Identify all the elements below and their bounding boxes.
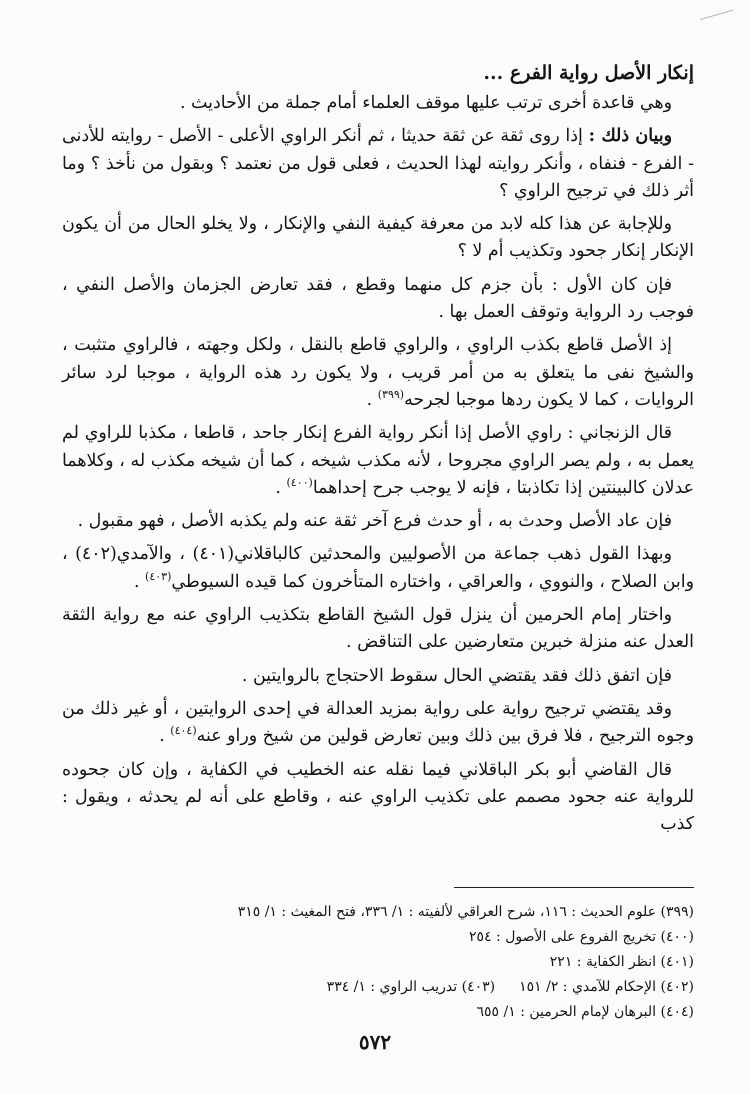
- footnote-row: [62, 900, 694, 925]
- footnote-marker: (٤٠٠): [286, 476, 313, 490]
- paragraph-text: فإن اتفق ذلك فقد يقتضي الحال سقوط الاحتجاج بالروايتين .: [241, 665, 672, 686]
- paragraph-text: إذا روى ثقة عن ثقة حديثا ، ثم أنكر الراوي الأعلى - الأصل - روايته للأدنى - الفرع - فنفاه ، وأنكر روايته لهذا الحديث ، فعلى قول من نعتمد ؟ وبقول من نأخذ ؟ وما أثر ذلك في ترجيح الراوي ؟: [62, 126, 694, 201]
- paragraph: [62, 211, 694, 266]
- footnote-row: [62, 975, 694, 1000]
- footnote: (٤٠٠) تخريج الفروع على الأصول : ٢٥٤: [469, 929, 694, 945]
- footnote: (٤٠١) انظر الكفاية : ٢٢١: [549, 954, 694, 970]
- paragraph-text: وهي قاعدة أخرى ترتب عليها موقف العلماء أمام جملة من الأحاديث .: [180, 93, 672, 113]
- paragraph-text: وبهذا القول ذهب جماعة من الأصوليين والمحدثين كالباقلاني(٤٠١) ، والآمدي(٤٠٢) ، وابن الصلاح ، والنووي ، والعراقي ، واختاره المتأخرون كما قيده السيوطي: [62, 544, 694, 592]
- paragraph-text: قال القاضي أبو بكر الباقلاني فيما نقله عنه الخطيب في الكفاية ، وإن كان جحوده للرواية عنه جحود مصمم على تكذيب الراوي عنه ، وقاطع على أنه لم يحدثه ، ويقول : كذب: [62, 759, 694, 835]
- paragraph-tail: .: [275, 477, 287, 498]
- footnote-separator: [454, 887, 694, 888]
- footnote-row: [62, 925, 694, 950]
- paragraph-text: إذ الأصل قاطع بكذب الراوي ، والراوي قاطع بالنقل ، ولكل وجهته ، فالراوي متثبت ، والشيخ نفى ما يتعلق به من أمر قريب ، ولا يكون رد هذه الرواية ، موجبا لرد سائر الروايات ، كما لا يكون ردها موجبا لجرحه: [62, 335, 694, 410]
- paragraph: [62, 332, 694, 414]
- footnote-row: [62, 1000, 694, 1025]
- paragraph-tail: .: [159, 726, 171, 747]
- footnote: (٤٠٢) الإحكام للآمدي : ٢/ ١٥١: [519, 979, 694, 995]
- paragraph-tail: .: [366, 389, 378, 410]
- main-text: [62, 58, 694, 844]
- paragraph-text: وقد يقتضي ترجيح رواية على رواية بمزيد العدالة في إحدى الروايتين ، أو غير ذلك من وجوه الترجيح ، فلا فرق بين ذلك وبين تعارض قولين من شيخ وراو عنه: [62, 698, 694, 747]
- paragraph-tail: .: [133, 571, 146, 592]
- paragraph: [62, 602, 694, 657]
- footnote-marker: (٣٩٩): [377, 388, 405, 402]
- paragraph-list: [62, 90, 694, 838]
- footnote: (٤٠٣) تدريب الراوي : ١/ ٣٣٤: [326, 979, 496, 995]
- paragraph: [62, 508, 694, 535]
- paragraph: [62, 90, 694, 117]
- paragraph: [62, 696, 694, 751]
- paragraph-lead: وبيان ذلك :: [588, 126, 672, 147]
- paragraph: [62, 541, 694, 596]
- page-number: ٥٧٢: [358, 1030, 392, 1054]
- section-heading: إنكار الأصل رواية الفرع ...: [483, 62, 694, 84]
- paragraph-text: قال الزنجاني : راوي الأصل إذا أنكر رواية الفرع إنكار جاحد ، قاطعا ، مكذبا للراوي لم يعمل به ، ولم يصر الراوي مجروحا ، لأنه مكذب شيخه ، كما أن شيخه مكذب له ، وكلاهما عدلان كالبينتين إذا تكاذبتا ، فإنه لا يوجب جرح إحداهما: [62, 423, 694, 498]
- footnote: (٣٩٩) علوم الحديث : ١١٦، شرح العراقي لألفيته : ١/ ٣٣٦، فتح المغيث : ١/ ٣١٥: [237, 904, 694, 920]
- footnotes: [62, 900, 694, 1025]
- paragraph-text: وللإجابة عن هذا كله لابد من معرفة كيفية النفي والإنكار ، ولا يخلو الحال من أن يكون الإنكار إنكار جحود وتكذيب أم لا ؟: [62, 214, 694, 262]
- paragraph: [62, 757, 694, 839]
- paragraph-text: فإن عاد الأصل وحدث به ، أو حدث فرع آخر ثقة عنه ولم يكذبه الأصل ، فهو مقبول .: [77, 511, 672, 532]
- paragraph: [62, 420, 694, 502]
- paragraph-text: واختار إمام الحرمين أن ينزل قول الشيخ القاطع بتكذيب الراوي عنه مع رواية الثقة العدل عنه منزلة خبرين متعارضين على التناقض .: [62, 605, 694, 653]
- footnote-marker: (٤٠٣): [145, 569, 172, 583]
- paragraph-text: فإن كان الأول : بأن جزم كل منهما وقطع ، فقد تعارض الجزمان والأصل النفي ، فوجب رد الرواية وتوقف العمل بها .: [62, 274, 694, 323]
- footnote: (٤٠٤) البرهان لإمام الحرمين : ١/ ٦٥٥: [476, 1004, 694, 1020]
- footnote-marker: (٤٠٤): [170, 724, 197, 738]
- footnote-row: [62, 950, 694, 975]
- paragraph: [62, 272, 694, 327]
- paragraph: [62, 123, 694, 205]
- corner-pencil-mark: [700, 10, 738, 38]
- paragraph: [62, 663, 694, 690]
